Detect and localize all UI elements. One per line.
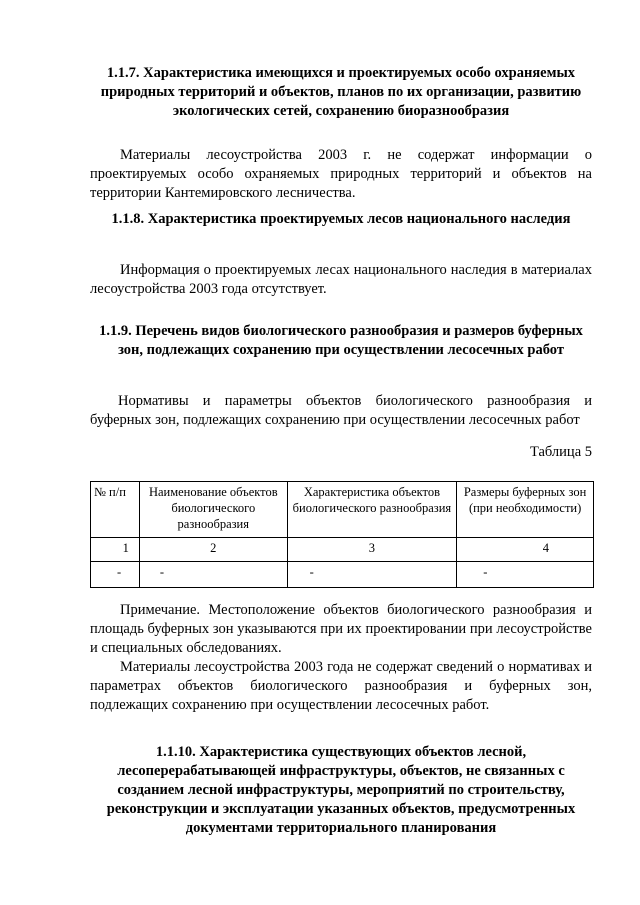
header-characteristic: Характеристика объектов биологического разнообразия bbox=[287, 482, 457, 538]
table-subtitle: Нормативы и параметры объектов биологического разнообразия и буферных зон, подлежащих сохранению при осуществлении лесосечных работ bbox=[90, 393, 592, 428]
col-number-1: 1 bbox=[91, 538, 140, 562]
col-number-4: 4 bbox=[457, 538, 594, 562]
table-cell: - bbox=[457, 562, 594, 588]
header-number: № п/п bbox=[91, 482, 140, 538]
table-number-row bbox=[91, 538, 594, 562]
table-cell: - bbox=[91, 562, 140, 588]
col-number-2: 2 bbox=[139, 538, 287, 562]
heading-1-1-7: 1.1.7. Характеристика имеющихся и проектируемых особо охраняемых природных территорий и объектов, планов по их организации, развитию экологических сетей, сохранению биоразнообразия bbox=[100, 65, 582, 119]
table-cell: - bbox=[287, 562, 457, 588]
header-buffer-size: Размеры буферных зон (при необходимости) bbox=[457, 482, 594, 538]
table-header-row bbox=[91, 482, 594, 538]
heading-1-1-9: 1.1.9. Перечень видов биологического разнообразия и размеров буферных зон, подлежащих сохранению при осуществлении лесосечных работ bbox=[99, 323, 583, 358]
heading-1-1-10: 1.1.10. Характеристика существующих объектов лесной, лесоперерабатывающей инфраструктуры, объектов, не связанных с созданием лесной инфраструктуры, мероприятий по строительству, реконструкции и эксплуатации указанных объектов, предусмотренных документами территориального планирования bbox=[106, 744, 576, 836]
paragraph-1-1-8: Информация о проектируемых лесах национального наследия в материалах лесоустройства 2003 года отсутствует. bbox=[90, 262, 592, 297]
heading-1-1-8: 1.1.8. Характеристика проектируемых лесов национального наследия bbox=[111, 211, 571, 227]
table-cell: - bbox=[139, 562, 287, 588]
paragraph-1-1-9: Материалы лесоустройства 2003 года не содержат сведений о нормативах и параметрах объектов биологического разнообразия и буферных зон, подлежащих сохранению при осуществлении лесосечных работ. bbox=[90, 659, 592, 713]
table-row bbox=[91, 562, 594, 588]
paragraph-1-1-7: Материалы лесоустройства 2003 г. не содержат информации о проектируемых особо охраняемых природных территорий и объектов на территории Кантемировского лесничества. bbox=[90, 147, 592, 201]
table-label: Таблица 5 bbox=[529, 444, 592, 460]
header-name: Наименование объектов биологического разнообразия bbox=[139, 482, 287, 538]
note-paragraph: Примечание. Местоположение объектов биологического разнообразия и площадь буферных зон указываются при их проектировании при лесоустройстве и специальных обследованиях. bbox=[90, 602, 592, 656]
col-number-3: 3 bbox=[287, 538, 457, 562]
table-5 bbox=[90, 481, 594, 588]
